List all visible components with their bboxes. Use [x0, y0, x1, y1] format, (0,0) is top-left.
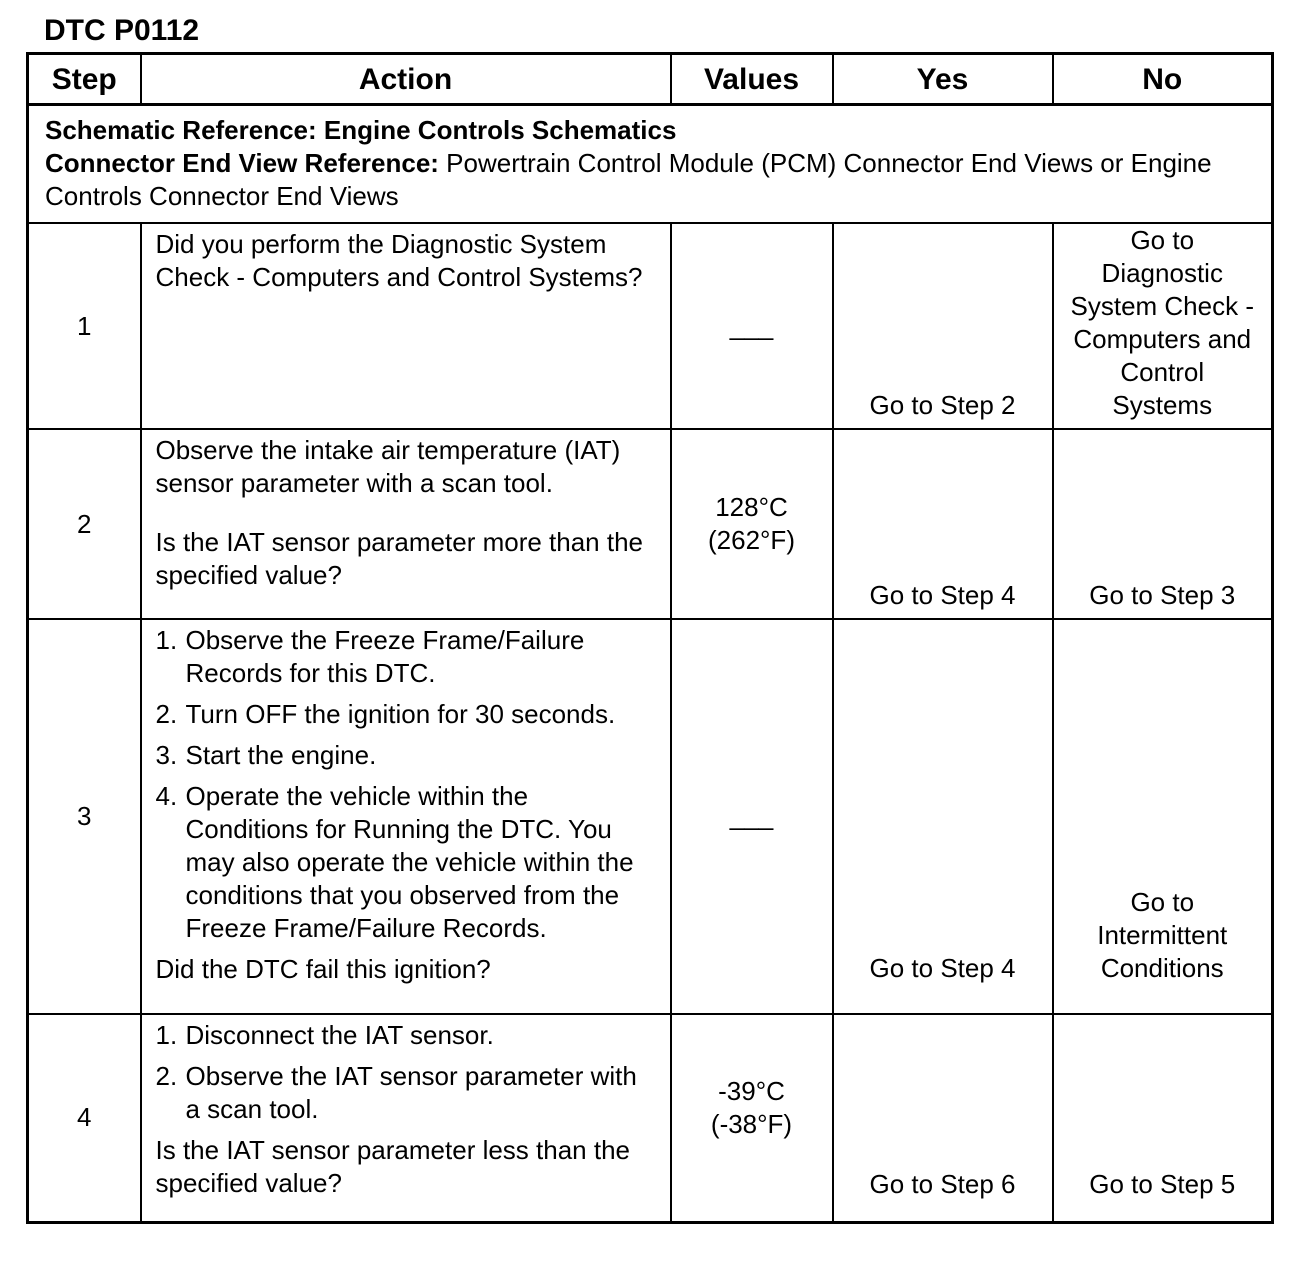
list-item	[156, 780, 656, 945]
list-item-text: Disconnect the IAT sensor.	[185, 1020, 494, 1050]
list-item-text: Observe the Freeze Frame/Failure Records for this DTC.	[185, 625, 585, 688]
value-celsius: 128°C	[715, 492, 788, 522]
yes-cell: Go to Step 4	[833, 619, 1053, 1014]
action-list	[156, 1019, 656, 1126]
table-row-step-3	[28, 619, 1273, 1014]
value-cell	[671, 1014, 833, 1222]
list-item-text: Start the engine.	[185, 740, 377, 770]
no-cell: Go to Step 5	[1053, 1014, 1273, 1222]
diagnostic-table	[26, 52, 1274, 1224]
table-row-step-2	[28, 429, 1273, 619]
list-item	[156, 739, 656, 772]
step-number: 1	[28, 223, 141, 429]
list-item-text: Turn OFF the ignition for 30 seconds.	[185, 699, 616, 729]
schematic-reference: Schematic Reference: Engine Controls Schematics	[45, 115, 677, 145]
value-cell	[671, 429, 833, 619]
value-cell: ___	[671, 619, 833, 1014]
action-cell	[141, 619, 671, 1014]
no-cell: Go to Diagnostic System Check - Computers and Control Systems	[1053, 223, 1273, 429]
reference-cell	[28, 105, 1273, 224]
value-cell: ___	[671, 223, 833, 429]
table-row-step-4	[28, 1014, 1273, 1222]
no-cell: Go to Step 3	[1053, 429, 1273, 619]
list-item	[156, 1019, 656, 1052]
list-item	[156, 698, 656, 731]
action-cell	[141, 1014, 671, 1222]
list-item-text: Operate the vehicle within the Conditions for Running the DTC. You may also operate the vehicle within the conditions that you observed from the Freeze Frame/Failure Records.	[185, 781, 634, 943]
header-row	[28, 54, 1273, 105]
step-number: 2	[28, 429, 141, 619]
action-text: Observe the intake air temperature (IAT) sensor parameter with a scan tool.	[155, 435, 621, 498]
no-cell: Go to Intermittent Conditions	[1053, 619, 1273, 1014]
step-number: 3	[28, 619, 141, 1014]
header-values: Values	[671, 54, 833, 105]
connector-reference-label: Connector End View Reference:	[45, 148, 439, 178]
list-item-number: 2.	[155, 1061, 178, 1091]
action-text: Did you perform the Diagnostic System Check - Computers and Control Systems?	[155, 229, 643, 292]
list-item-text: Observe the IAT sensor parameter with a scan tool.	[185, 1061, 637, 1124]
action-question: Did the DTC fail this ignition?	[155, 954, 491, 984]
header-action: Action	[141, 54, 671, 105]
action-question: Is the IAT sensor parameter less than the specified value?	[155, 1135, 630, 1198]
list-item-number: 4.	[155, 781, 178, 811]
header-yes: Yes	[833, 54, 1053, 105]
reference-row	[28, 105, 1273, 224]
yes-cell: Go to Step 4	[833, 429, 1053, 619]
list-item-number: 1.	[155, 1020, 178, 1050]
list-item	[156, 624, 656, 690]
value-fahrenheit: (-38°F)	[710, 1109, 793, 1139]
table-row-step-1	[28, 223, 1273, 429]
action-question: Is the IAT sensor parameter more than the specified value?	[155, 527, 643, 590]
step-number: 4	[28, 1014, 141, 1222]
header-no: No	[1053, 54, 1273, 105]
yes-cell: Go to Step 2	[833, 223, 1053, 429]
list-item-number: 1.	[155, 625, 178, 655]
yes-cell: Go to Step 6	[833, 1014, 1053, 1222]
connector-reference-text: Powertrain Control Module (PCM) Connector End Views or Engine Controls Connector End Views	[45, 148, 1212, 211]
page-title: DTC P0112	[44, 14, 200, 47]
value-fahrenheit: (262°F)	[708, 525, 795, 555]
list-item	[156, 1060, 656, 1126]
list-item-number: 3.	[155, 740, 178, 770]
list-item-number: 2.	[155, 699, 178, 729]
value-celsius: -39°C	[718, 1076, 785, 1106]
action-list	[156, 624, 656, 945]
action-cell	[141, 223, 671, 429]
header-step: Step	[28, 54, 141, 105]
action-cell	[141, 429, 671, 619]
connector-reference	[45, 147, 1255, 213]
